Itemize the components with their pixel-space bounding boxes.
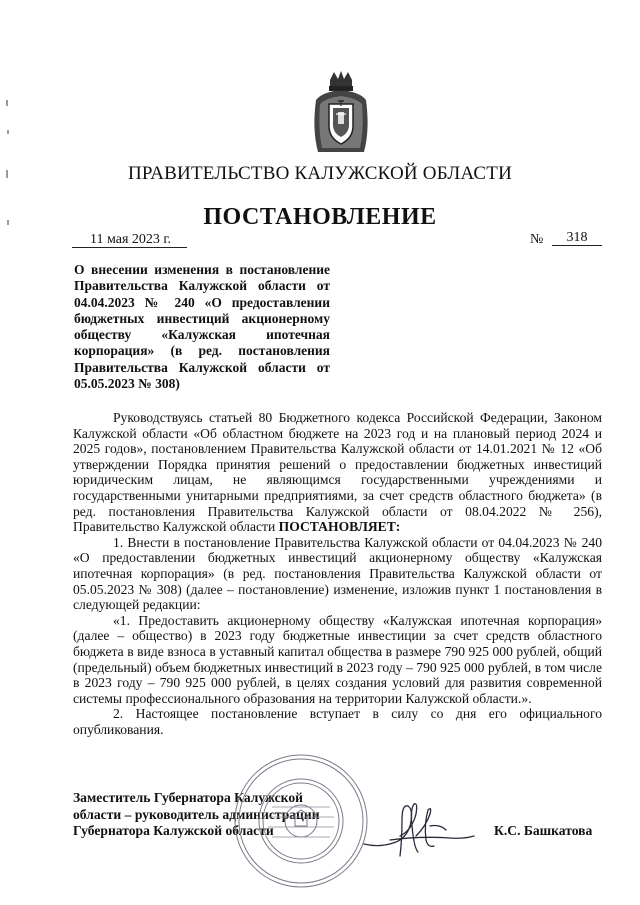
document-date: 11 мая 2023 г. — [72, 232, 187, 248]
document-number-label: № — [530, 232, 544, 247]
resolves-keyword: ПОСТАНОВЛЯЕТ: — [278, 519, 401, 535]
coat-of-arms-icon — [312, 70, 370, 158]
preamble-text: Руководствуясь статьей 80 Бюджетного кодекса Российской Федерации, Законом Калужской области «Об областном бюджете на 2023 год и на плановый период 2024 и 2025 годов», постановлением Правительства Калужской области от 14.01.2021 № 12 «Об утверждении Порядка принятия решений о предоставлении бюджетных инвестиций юридическим лицам, не являющимся государственными учреждениями и государственными унитарными предприятиями, за счет средств областного бюджета» (в ред. постановления Правительства Калужской области от 08.04.2022 № 256), Правительство Калужской области — [73, 410, 602, 535]
item-1-quote-paragraph: «1. Предоставить акционерному обществу «Калужская ипотечная корпорация» (далее – общество) в 2023 году бюджетные инвестиции за счет средств областного бюджета в виде взноса в уставный капитал общества в размере 790 925 000 рублей, общий (предельный) объем бюджетных инвестиций в 2023 году – 790 925 000 рублей, в том числе в 2023 году – 790 925 000 рублей, в целях создания условий для развития современной системы профессионального образования на территории Калужской области.». — [73, 612, 602, 706]
margin-scan-marks — [4, 90, 12, 290]
signatory-position: Заместитель Губернатора Калужской области – руководитель администрации Губернатора Калужской области — [73, 790, 320, 838]
document-number: 318 — [552, 230, 602, 246]
signatory-name: К.С. Башкатова — [494, 823, 593, 838]
item-1-paragraph: 1. Внести в постановление Правительства Калужской области от 04.04.2023 № 240 «О предоставлении бюджетных инвестиций акционерному обществу «Калужская ипотечная корпорация» (в ред. постановления Правительства Калужской области от 05.05.2023 № 308) (далее – постановление) изменение, изложив пункт 1 постановления в следующей редакции: — [73, 534, 602, 613]
document-type-heading: ПОСТАНОВЛЕНИЕ — [203, 204, 437, 230]
handwritten-signature — [360, 796, 480, 866]
document-body — [73, 410, 602, 737]
document-subject: О внесении изменения в постановление Правительства Калужской области от 04.04.2023 № 240 «О предоставлении бюджетных инвестиций акционерному обществу «Калужская ипотечная корпорация» (в ред. постановления Правительства Калужской области от 05.05.2023 № 308) — [74, 262, 330, 392]
preamble-paragraph — [73, 410, 602, 535]
official-stamp-icon — [232, 752, 370, 890]
government-title: ПРАВИТЕЛЬСТВО КАЛУЖСКОЙ ОБЛАСТИ — [127, 163, 513, 184]
item-2-paragraph: 2. Настоящее постановление вступает в силу со дня его официального опубликования. — [73, 706, 602, 737]
